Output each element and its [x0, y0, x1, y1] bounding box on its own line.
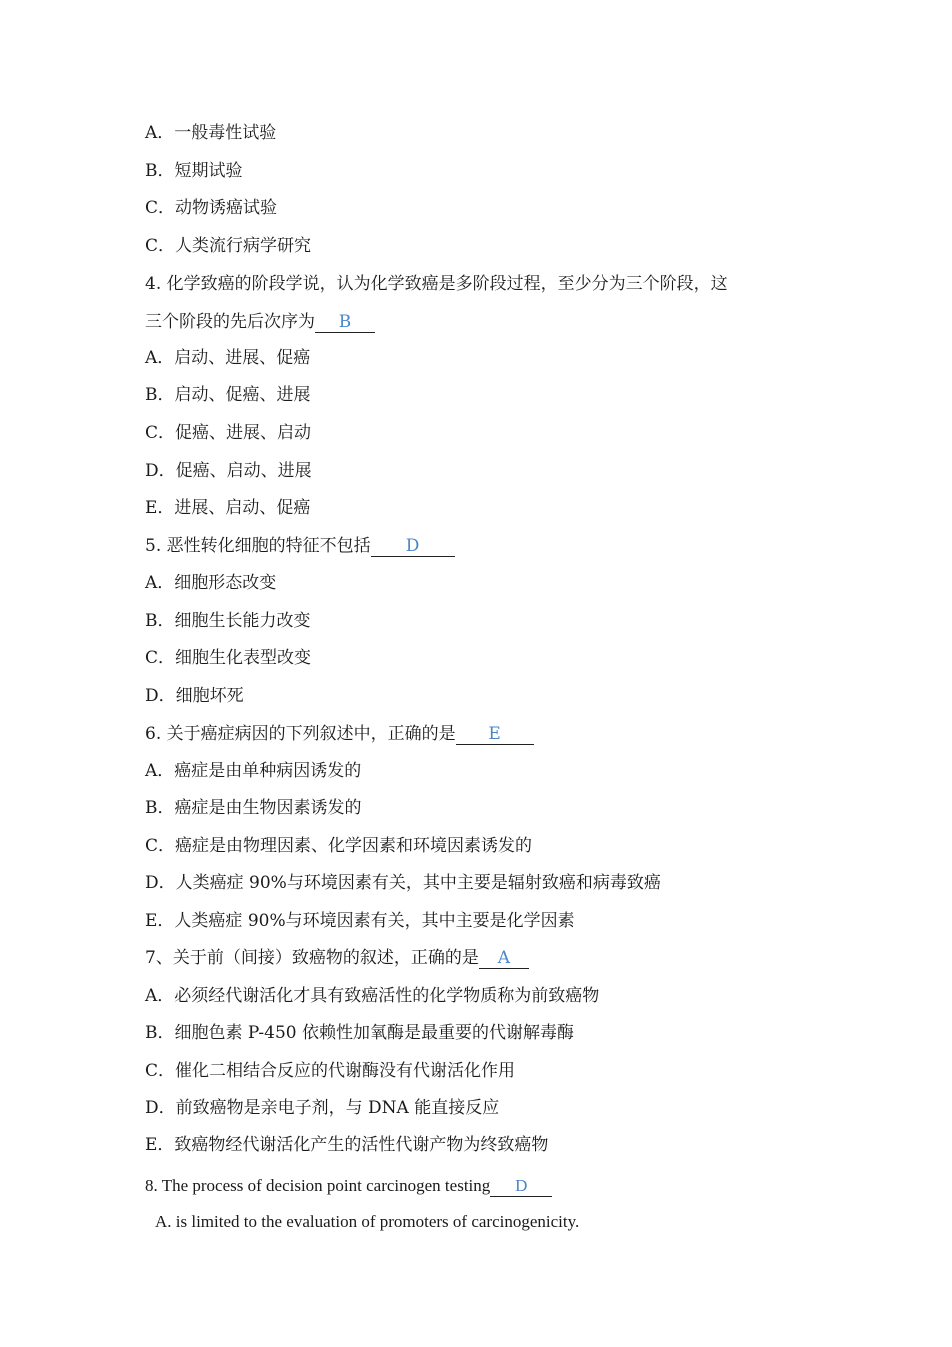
q6-option-b: B．癌症是由生物因素诱发的 — [145, 798, 362, 818]
q4-option-a: A．启动、进展、促癌 — [145, 348, 311, 368]
q3-option-d: C．人类流行病学研究 — [145, 236, 312, 256]
q3-option-b: B．短期试验 — [145, 161, 243, 181]
q6-option-e: E．人类癌症 90%与环境因素有关，其中主要是化学因素 — [145, 911, 575, 931]
q5-stem — [145, 535, 455, 557]
q6-option-c: C．癌症是由物理因素、化学因素和环境因素诱发的 — [145, 836, 533, 856]
q8-option-a: A. is limited to the evaluation of promoters of carcinogenicity. — [155, 1212, 580, 1231]
q7-stem — [145, 947, 529, 969]
q6-stem — [145, 723, 534, 745]
q6-answer-blank: E — [456, 724, 534, 745]
q6-option-a: A．癌症是由单种病因诱发的 — [145, 761, 362, 781]
q4-option-b: B．启动、促癌、进展 — [145, 385, 311, 405]
q3-option-c: C．动物诱癌试验 — [145, 198, 278, 218]
q3-option-a: A．一般毒性试验 — [145, 123, 277, 143]
q4-stem-text: 三个阶段的先后次序为 — [145, 312, 315, 332]
q7-option-a: A．必须经代谢活化才具有致癌活性的化学物质称为前致癌物 — [145, 986, 600, 1006]
q8-stem-text: 8. The process of decision point carcinogen testing — [145, 1176, 491, 1195]
q4-stem-line1: 4. 化学致癌的阶段学说，认为化学致癌是多阶段过程，至少分为三个阶段，这 — [145, 274, 728, 294]
q4-option-e: E．进展、启动、促癌 — [145, 498, 311, 518]
q4-option-d: D．促癌、启动、进展 — [145, 461, 312, 481]
q5-option-b: B．细胞生长能力改变 — [145, 611, 311, 631]
q7-option-d: D．前致癌物是亲电子剂，与 DNA 能直接反应 — [145, 1098, 500, 1118]
q8-answer-blank: D — [490, 1176, 552, 1197]
q5-stem-text: 5. 恶性转化细胞的特征不包括 — [145, 536, 371, 556]
q4-stem-line2 — [145, 311, 375, 333]
q7-answer-blank: A — [479, 948, 529, 969]
q7-option-e: E．致癌物经代谢活化产生的活性代谢产物为终致癌物 — [145, 1135, 549, 1155]
q7-option-b: B．细胞色素 P-450 依赖性加氧酶是最重要的代谢解毒酶 — [145, 1023, 574, 1043]
q5-option-c: C．细胞生化表型改变 — [145, 648, 312, 668]
q6-stem-text: 6. 关于癌症病因的下列叙述中，正确的是 — [145, 724, 456, 744]
q5-option-a: A．细胞形态改变 — [145, 573, 277, 593]
q5-answer-blank: D — [371, 536, 455, 557]
q5-option-d: D．细胞坏死 — [145, 686, 244, 706]
q7-option-c: C．催化二相结合反应的代谢酶没有代谢活化作用 — [145, 1061, 516, 1081]
q4-answer-blank: B — [315, 312, 375, 333]
q4-option-c: C．促癌、进展、启动 — [145, 423, 312, 443]
q7-stem-text: 7、关于前（间接）致癌物的叙述，正确的是 — [145, 948, 479, 968]
q6-option-d: D．人类癌症 90%与环境因素有关，其中主要是辐射致癌和病毒致癌 — [145, 873, 661, 893]
q8-stem — [145, 1175, 552, 1197]
